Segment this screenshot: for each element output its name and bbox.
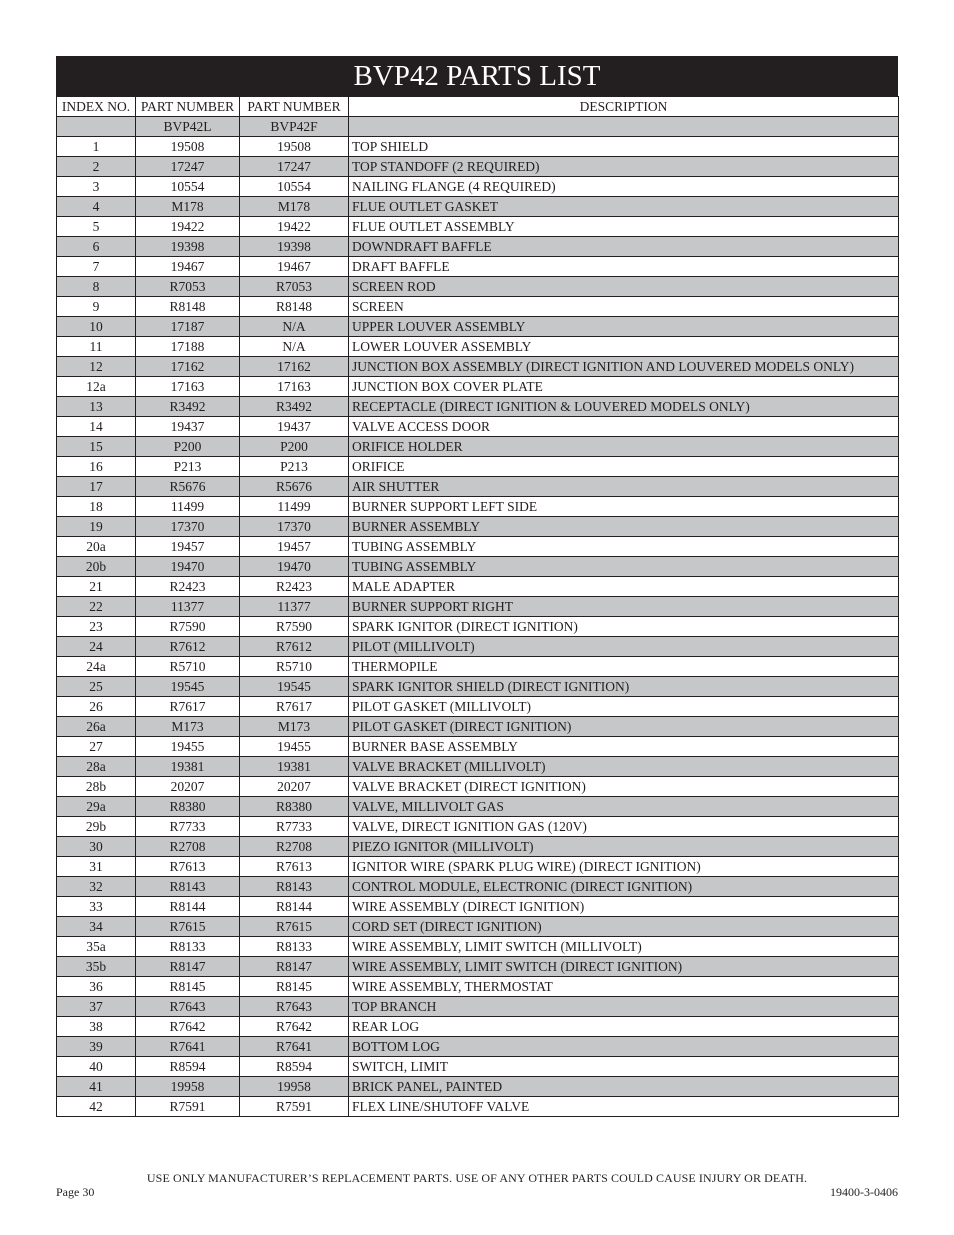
table-row xyxy=(57,337,899,357)
part-number-f-cell: 19457 xyxy=(240,537,349,557)
part-number-l-cell: 19457 xyxy=(136,537,240,557)
index-cell: 28a xyxy=(57,757,136,777)
index-cell: 21 xyxy=(57,577,136,597)
part-number-f-cell: 19398 xyxy=(240,237,349,257)
description-cell: WIRE ASSEMBLY, LIMIT SWITCH (MILLIVOLT) xyxy=(349,937,899,957)
part-number-l-cell: R8133 xyxy=(136,937,240,957)
table-row xyxy=(57,457,899,477)
index-cell: 13 xyxy=(57,397,136,417)
description-cell: TOP BRANCH xyxy=(349,997,899,1017)
index-cell: 42 xyxy=(57,1097,136,1117)
description-cell: TOP SHIELD xyxy=(349,137,899,157)
table-row xyxy=(57,477,899,497)
part-number-l-cell: R8143 xyxy=(136,877,240,897)
part-number-l-cell: 19958 xyxy=(136,1077,240,1097)
header-part-number-l: PART NUMBER xyxy=(136,97,240,117)
table-row xyxy=(57,1037,899,1057)
part-number-f-cell: R8133 xyxy=(240,937,349,957)
index-cell: 22 xyxy=(57,597,136,617)
part-number-l-cell: 19455 xyxy=(136,737,240,757)
description-cell: VALVE BRACKET (MILLIVOLT) xyxy=(349,757,899,777)
table-row xyxy=(57,357,899,377)
part-number-l-cell: P200 xyxy=(136,437,240,457)
table-row xyxy=(57,1077,899,1097)
part-number-l-cell: 11377 xyxy=(136,597,240,617)
index-cell: 32 xyxy=(57,877,136,897)
part-number-f-cell: R7733 xyxy=(240,817,349,837)
part-number-f-cell: R7643 xyxy=(240,997,349,1017)
index-cell: 30 xyxy=(57,837,136,857)
description-cell: JUNCTION BOX ASSEMBLY (DIRECT IGNITION AND LOUVERED MODELS ONLY) xyxy=(349,357,899,377)
part-number-l-cell: R7612 xyxy=(136,637,240,657)
table-row xyxy=(57,597,899,617)
description-cell: TUBING ASSEMBLY xyxy=(349,557,899,577)
table-row xyxy=(57,837,899,857)
description-cell: FLUE OUTLET ASSEMBLY xyxy=(349,217,899,237)
table-row xyxy=(57,997,899,1017)
table-row xyxy=(57,877,899,897)
part-number-l-cell: R8145 xyxy=(136,977,240,997)
index-cell: 26a xyxy=(57,717,136,737)
table-row xyxy=(57,557,899,577)
index-cell: 38 xyxy=(57,1017,136,1037)
part-number-f-cell: N/A xyxy=(240,317,349,337)
description-cell: SCREEN xyxy=(349,297,899,317)
description-cell: THERMOPILE xyxy=(349,657,899,677)
table-row xyxy=(57,197,899,217)
part-number-l-cell: M178 xyxy=(136,197,240,217)
part-number-l-cell: 20207 xyxy=(136,777,240,797)
table-row xyxy=(57,217,899,237)
description-cell: TUBING ASSEMBLY xyxy=(349,537,899,557)
part-number-f-cell: R8148 xyxy=(240,297,349,317)
part-number-f-cell: R8147 xyxy=(240,957,349,977)
description-cell: VALVE, MILLIVOLT GAS xyxy=(349,797,899,817)
table-row xyxy=(57,397,899,417)
table-row xyxy=(57,797,899,817)
part-number-l-cell: 17247 xyxy=(136,157,240,177)
description-cell: REAR LOG xyxy=(349,1017,899,1037)
table-row xyxy=(57,977,899,997)
part-number-l-cell: 17188 xyxy=(136,337,240,357)
index-cell: 33 xyxy=(57,897,136,917)
index-cell: 24a xyxy=(57,657,136,677)
description-cell: RECEPTACLE (DIRECT IGNITION & LOUVERED MODELS ONLY) xyxy=(349,397,899,417)
description-cell: NAILING FLANGE (4 REQUIRED) xyxy=(349,177,899,197)
table-row xyxy=(57,617,899,637)
table-row xyxy=(57,637,899,657)
part-number-f-cell: 19958 xyxy=(240,1077,349,1097)
description-cell: BURNER BASE ASSEMBLY xyxy=(349,737,899,757)
description-cell: SWITCH, LIMIT xyxy=(349,1057,899,1077)
part-number-l-cell: 19398 xyxy=(136,237,240,257)
description-cell: ORIFICE HOLDER xyxy=(349,437,899,457)
table-row xyxy=(57,817,899,837)
table-row xyxy=(57,577,899,597)
index-cell: 36 xyxy=(57,977,136,997)
table-row xyxy=(57,657,899,677)
header-index: INDEX NO. xyxy=(57,97,136,117)
table-row xyxy=(57,697,899,717)
part-number-l-cell: R7617 xyxy=(136,697,240,717)
description-cell: BRICK PANEL, PAINTED xyxy=(349,1077,899,1097)
index-cell: 11 xyxy=(57,337,136,357)
index-cell: 34 xyxy=(57,917,136,937)
part-number-f-cell: 19422 xyxy=(240,217,349,237)
description-cell: VALVE, DIRECT IGNITION GAS (120V) xyxy=(349,817,899,837)
document-number: 19400-3-0406 xyxy=(830,1185,898,1199)
index-cell: 26 xyxy=(57,697,136,717)
part-number-f-cell: M178 xyxy=(240,197,349,217)
index-cell: 23 xyxy=(57,617,136,637)
table-row xyxy=(57,1097,899,1117)
subheader-description xyxy=(349,117,899,137)
description-cell: MALE ADAPTER xyxy=(349,577,899,597)
index-cell: 2 xyxy=(57,157,136,177)
description-cell: WIRE ASSEMBLY, THERMOSTAT xyxy=(349,977,899,997)
table-row xyxy=(57,677,899,697)
table-row xyxy=(57,417,899,437)
part-number-f-cell: N/A xyxy=(240,337,349,357)
table-row xyxy=(57,737,899,757)
part-number-f-cell: R2708 xyxy=(240,837,349,857)
part-number-f-cell: 17370 xyxy=(240,517,349,537)
index-cell: 20b xyxy=(57,557,136,577)
index-cell: 10 xyxy=(57,317,136,337)
index-cell: 19 xyxy=(57,517,136,537)
index-cell: 18 xyxy=(57,497,136,517)
part-number-l-cell: 19508 xyxy=(136,137,240,157)
part-number-l-cell: R7053 xyxy=(136,277,240,297)
header-part-number-f: PART NUMBER xyxy=(240,97,349,117)
table-header-row xyxy=(57,97,899,117)
part-number-l-cell: R7643 xyxy=(136,997,240,1017)
part-number-l-cell: M173 xyxy=(136,717,240,737)
part-number-l-cell: R7615 xyxy=(136,917,240,937)
part-number-l-cell: 19545 xyxy=(136,677,240,697)
part-number-l-cell: R8594 xyxy=(136,1057,240,1077)
part-number-l-cell: R7591 xyxy=(136,1097,240,1117)
part-number-f-cell: 19381 xyxy=(240,757,349,777)
part-number-f-cell: 19437 xyxy=(240,417,349,437)
index-cell: 14 xyxy=(57,417,136,437)
part-number-l-cell: R3492 xyxy=(136,397,240,417)
part-number-f-cell: 20207 xyxy=(240,777,349,797)
table-row xyxy=(57,957,899,977)
description-cell: DOWNDRAFT BAFFLE xyxy=(349,237,899,257)
parts-table xyxy=(56,96,899,1117)
safety-footnote: USE ONLY MANUFACTURER’S REPLACEMENT PARTS. USE OF ANY OTHER PARTS COULD CAUSE INJURY OR DEATH. xyxy=(146,1171,808,1185)
part-number-f-cell: R7612 xyxy=(240,637,349,657)
part-number-l-cell: 11499 xyxy=(136,497,240,517)
table-row xyxy=(57,777,899,797)
description-cell: SPARK IGNITOR (DIRECT IGNITION) xyxy=(349,617,899,637)
description-cell: WIRE ASSEMBLY (DIRECT IGNITION) xyxy=(349,897,899,917)
part-number-f-cell: 11377 xyxy=(240,597,349,617)
description-cell: SPARK IGNITOR SHIELD (DIRECT IGNITION) xyxy=(349,677,899,697)
description-cell: BURNER SUPPORT LEFT SIDE xyxy=(349,497,899,517)
description-cell: VALVE BRACKET (DIRECT IGNITION) xyxy=(349,777,899,797)
part-number-l-cell: R2708 xyxy=(136,837,240,857)
table-row xyxy=(57,717,899,737)
description-cell: UPPER LOUVER ASSEMBLY xyxy=(349,317,899,337)
description-cell: TOP STANDOFF (2 REQUIRED) xyxy=(349,157,899,177)
part-number-f-cell: R7590 xyxy=(240,617,349,637)
index-cell: 7 xyxy=(57,257,136,277)
part-number-f-cell: R7617 xyxy=(240,697,349,717)
page-number: Page 30 xyxy=(56,1185,95,1199)
index-cell: 20a xyxy=(57,537,136,557)
index-cell: 1 xyxy=(57,137,136,157)
part-number-l-cell: 17163 xyxy=(136,377,240,397)
table-row xyxy=(57,1017,899,1037)
part-number-f-cell: R8380 xyxy=(240,797,349,817)
description-cell: FLEX LINE/SHUTOFF VALVE xyxy=(349,1097,899,1117)
part-number-l-cell: 17162 xyxy=(136,357,240,377)
description-cell: VALVE ACCESS DOOR xyxy=(349,417,899,437)
table-row xyxy=(57,157,899,177)
index-cell: 3 xyxy=(57,177,136,197)
description-cell: DRAFT BAFFLE xyxy=(349,257,899,277)
description-cell: PIEZO IGNITOR (MILLIVOLT) xyxy=(349,837,899,857)
part-number-l-cell: 10554 xyxy=(136,177,240,197)
part-number-f-cell: R8143 xyxy=(240,877,349,897)
description-cell: CONTROL MODULE, ELECTRONIC (DIRECT IGNITION) xyxy=(349,877,899,897)
part-number-f-cell: R7613 xyxy=(240,857,349,877)
index-cell: 28b xyxy=(57,777,136,797)
header-description: DESCRIPTION xyxy=(349,97,899,117)
part-number-f-cell: 19508 xyxy=(240,137,349,157)
part-number-f-cell: 19470 xyxy=(240,557,349,577)
index-cell: 35b xyxy=(57,957,136,977)
part-number-l-cell: R5710 xyxy=(136,657,240,677)
table-row xyxy=(57,277,899,297)
part-number-f-cell: R8144 xyxy=(240,897,349,917)
part-number-l-cell: R7733 xyxy=(136,817,240,837)
table-row xyxy=(57,437,899,457)
description-cell: PILOT GASKET (DIRECT IGNITION) xyxy=(349,717,899,737)
part-number-f-cell: R3492 xyxy=(240,397,349,417)
part-number-l-cell: R7613 xyxy=(136,857,240,877)
table-row xyxy=(57,857,899,877)
index-cell: 37 xyxy=(57,997,136,1017)
part-number-f-cell: R7053 xyxy=(240,277,349,297)
table-row xyxy=(57,317,899,337)
part-number-f-cell: P200 xyxy=(240,437,349,457)
description-cell: CORD SET (DIRECT IGNITION) xyxy=(349,917,899,937)
subheader-model-l: BVP42L xyxy=(136,117,240,137)
part-number-l-cell: R8144 xyxy=(136,897,240,917)
part-number-f-cell: 19545 xyxy=(240,677,349,697)
index-cell: 5 xyxy=(57,217,136,237)
part-number-f-cell: 17162 xyxy=(240,357,349,377)
part-number-f-cell: 10554 xyxy=(240,177,349,197)
table-row xyxy=(57,177,899,197)
index-cell: 31 xyxy=(57,857,136,877)
description-cell: IGNITOR WIRE (SPARK PLUG WIRE) (DIRECT IGNITION) xyxy=(349,857,899,877)
part-number-f-cell: 19467 xyxy=(240,257,349,277)
part-number-f-cell: 17163 xyxy=(240,377,349,397)
table-row xyxy=(57,137,899,157)
index-cell: 8 xyxy=(57,277,136,297)
description-cell: ORIFICE xyxy=(349,457,899,477)
table-row xyxy=(57,917,899,937)
table-row xyxy=(57,517,899,537)
description-cell: BURNER ASSEMBLY xyxy=(349,517,899,537)
part-number-l-cell: R5676 xyxy=(136,477,240,497)
index-cell: 24 xyxy=(57,637,136,657)
part-number-f-cell: R7642 xyxy=(240,1017,349,1037)
part-number-l-cell: 19467 xyxy=(136,257,240,277)
description-cell: JUNCTION BOX COVER PLATE xyxy=(349,377,899,397)
index-cell: 15 xyxy=(57,437,136,457)
index-cell: 40 xyxy=(57,1057,136,1077)
index-cell: 27 xyxy=(57,737,136,757)
index-cell: 12a xyxy=(57,377,136,397)
table-row xyxy=(57,537,899,557)
part-number-f-cell: R8145 xyxy=(240,977,349,997)
part-number-l-cell: 19437 xyxy=(136,417,240,437)
part-number-f-cell: R7641 xyxy=(240,1037,349,1057)
table-row xyxy=(57,1057,899,1077)
table-row xyxy=(57,897,899,917)
description-cell: FLUE OUTLET GASKET xyxy=(349,197,899,217)
part-number-l-cell: R8148 xyxy=(136,297,240,317)
table-row xyxy=(57,497,899,517)
part-number-l-cell: P213 xyxy=(136,457,240,477)
page-title: BVP42 PARTS LIST xyxy=(56,56,898,96)
part-number-f-cell: M173 xyxy=(240,717,349,737)
part-number-l-cell: R7641 xyxy=(136,1037,240,1057)
part-number-l-cell: 17187 xyxy=(136,317,240,337)
table-row xyxy=(57,237,899,257)
index-cell: 16 xyxy=(57,457,136,477)
part-number-l-cell: R8380 xyxy=(136,797,240,817)
part-number-l-cell: R7590 xyxy=(136,617,240,637)
table-row xyxy=(57,937,899,957)
part-number-l-cell: 17370 xyxy=(136,517,240,537)
part-number-l-cell: R7642 xyxy=(136,1017,240,1037)
index-cell: 25 xyxy=(57,677,136,697)
part-number-f-cell: R5676 xyxy=(240,477,349,497)
table-row xyxy=(57,377,899,397)
description-cell: PILOT (MILLIVOLT) xyxy=(349,637,899,657)
index-cell: 39 xyxy=(57,1037,136,1057)
index-cell: 41 xyxy=(57,1077,136,1097)
index-cell: 29a xyxy=(57,797,136,817)
part-number-l-cell: 19381 xyxy=(136,757,240,777)
index-cell: 9 xyxy=(57,297,136,317)
table-row xyxy=(57,297,899,317)
index-cell: 29b xyxy=(57,817,136,837)
part-number-l-cell: R8147 xyxy=(136,957,240,977)
part-number-f-cell: P213 xyxy=(240,457,349,477)
part-number-f-cell: R5710 xyxy=(240,657,349,677)
part-number-f-cell: R2423 xyxy=(240,577,349,597)
description-cell: AIR SHUTTER xyxy=(349,477,899,497)
part-number-f-cell: 17247 xyxy=(240,157,349,177)
index-cell: 17 xyxy=(57,477,136,497)
description-cell: PILOT GASKET (MILLIVOLT) xyxy=(349,697,899,717)
description-cell: WIRE ASSEMBLY, LIMIT SWITCH (DIRECT IGNITION) xyxy=(349,957,899,977)
description-cell: BOTTOM LOG xyxy=(349,1037,899,1057)
index-cell: 12 xyxy=(57,357,136,377)
table-subheader-row xyxy=(57,117,899,137)
subheader-model-f: BVP42F xyxy=(240,117,349,137)
part-number-f-cell: R7615 xyxy=(240,917,349,937)
subheader-index xyxy=(57,117,136,137)
description-cell: SCREEN ROD xyxy=(349,277,899,297)
part-number-l-cell: 19470 xyxy=(136,557,240,577)
index-cell: 4 xyxy=(57,197,136,217)
index-cell: 35a xyxy=(57,937,136,957)
part-number-f-cell: 19455 xyxy=(240,737,349,757)
part-number-l-cell: R2423 xyxy=(136,577,240,597)
part-number-f-cell: R8594 xyxy=(240,1057,349,1077)
part-number-f-cell: R7591 xyxy=(240,1097,349,1117)
table-row xyxy=(57,757,899,777)
description-cell: BURNER SUPPORT RIGHT xyxy=(349,597,899,617)
part-number-l-cell: 19422 xyxy=(136,217,240,237)
description-cell: LOWER LOUVER ASSEMBLY xyxy=(349,337,899,357)
index-cell: 6 xyxy=(57,237,136,257)
table-row xyxy=(57,257,899,277)
part-number-f-cell: 11499 xyxy=(240,497,349,517)
